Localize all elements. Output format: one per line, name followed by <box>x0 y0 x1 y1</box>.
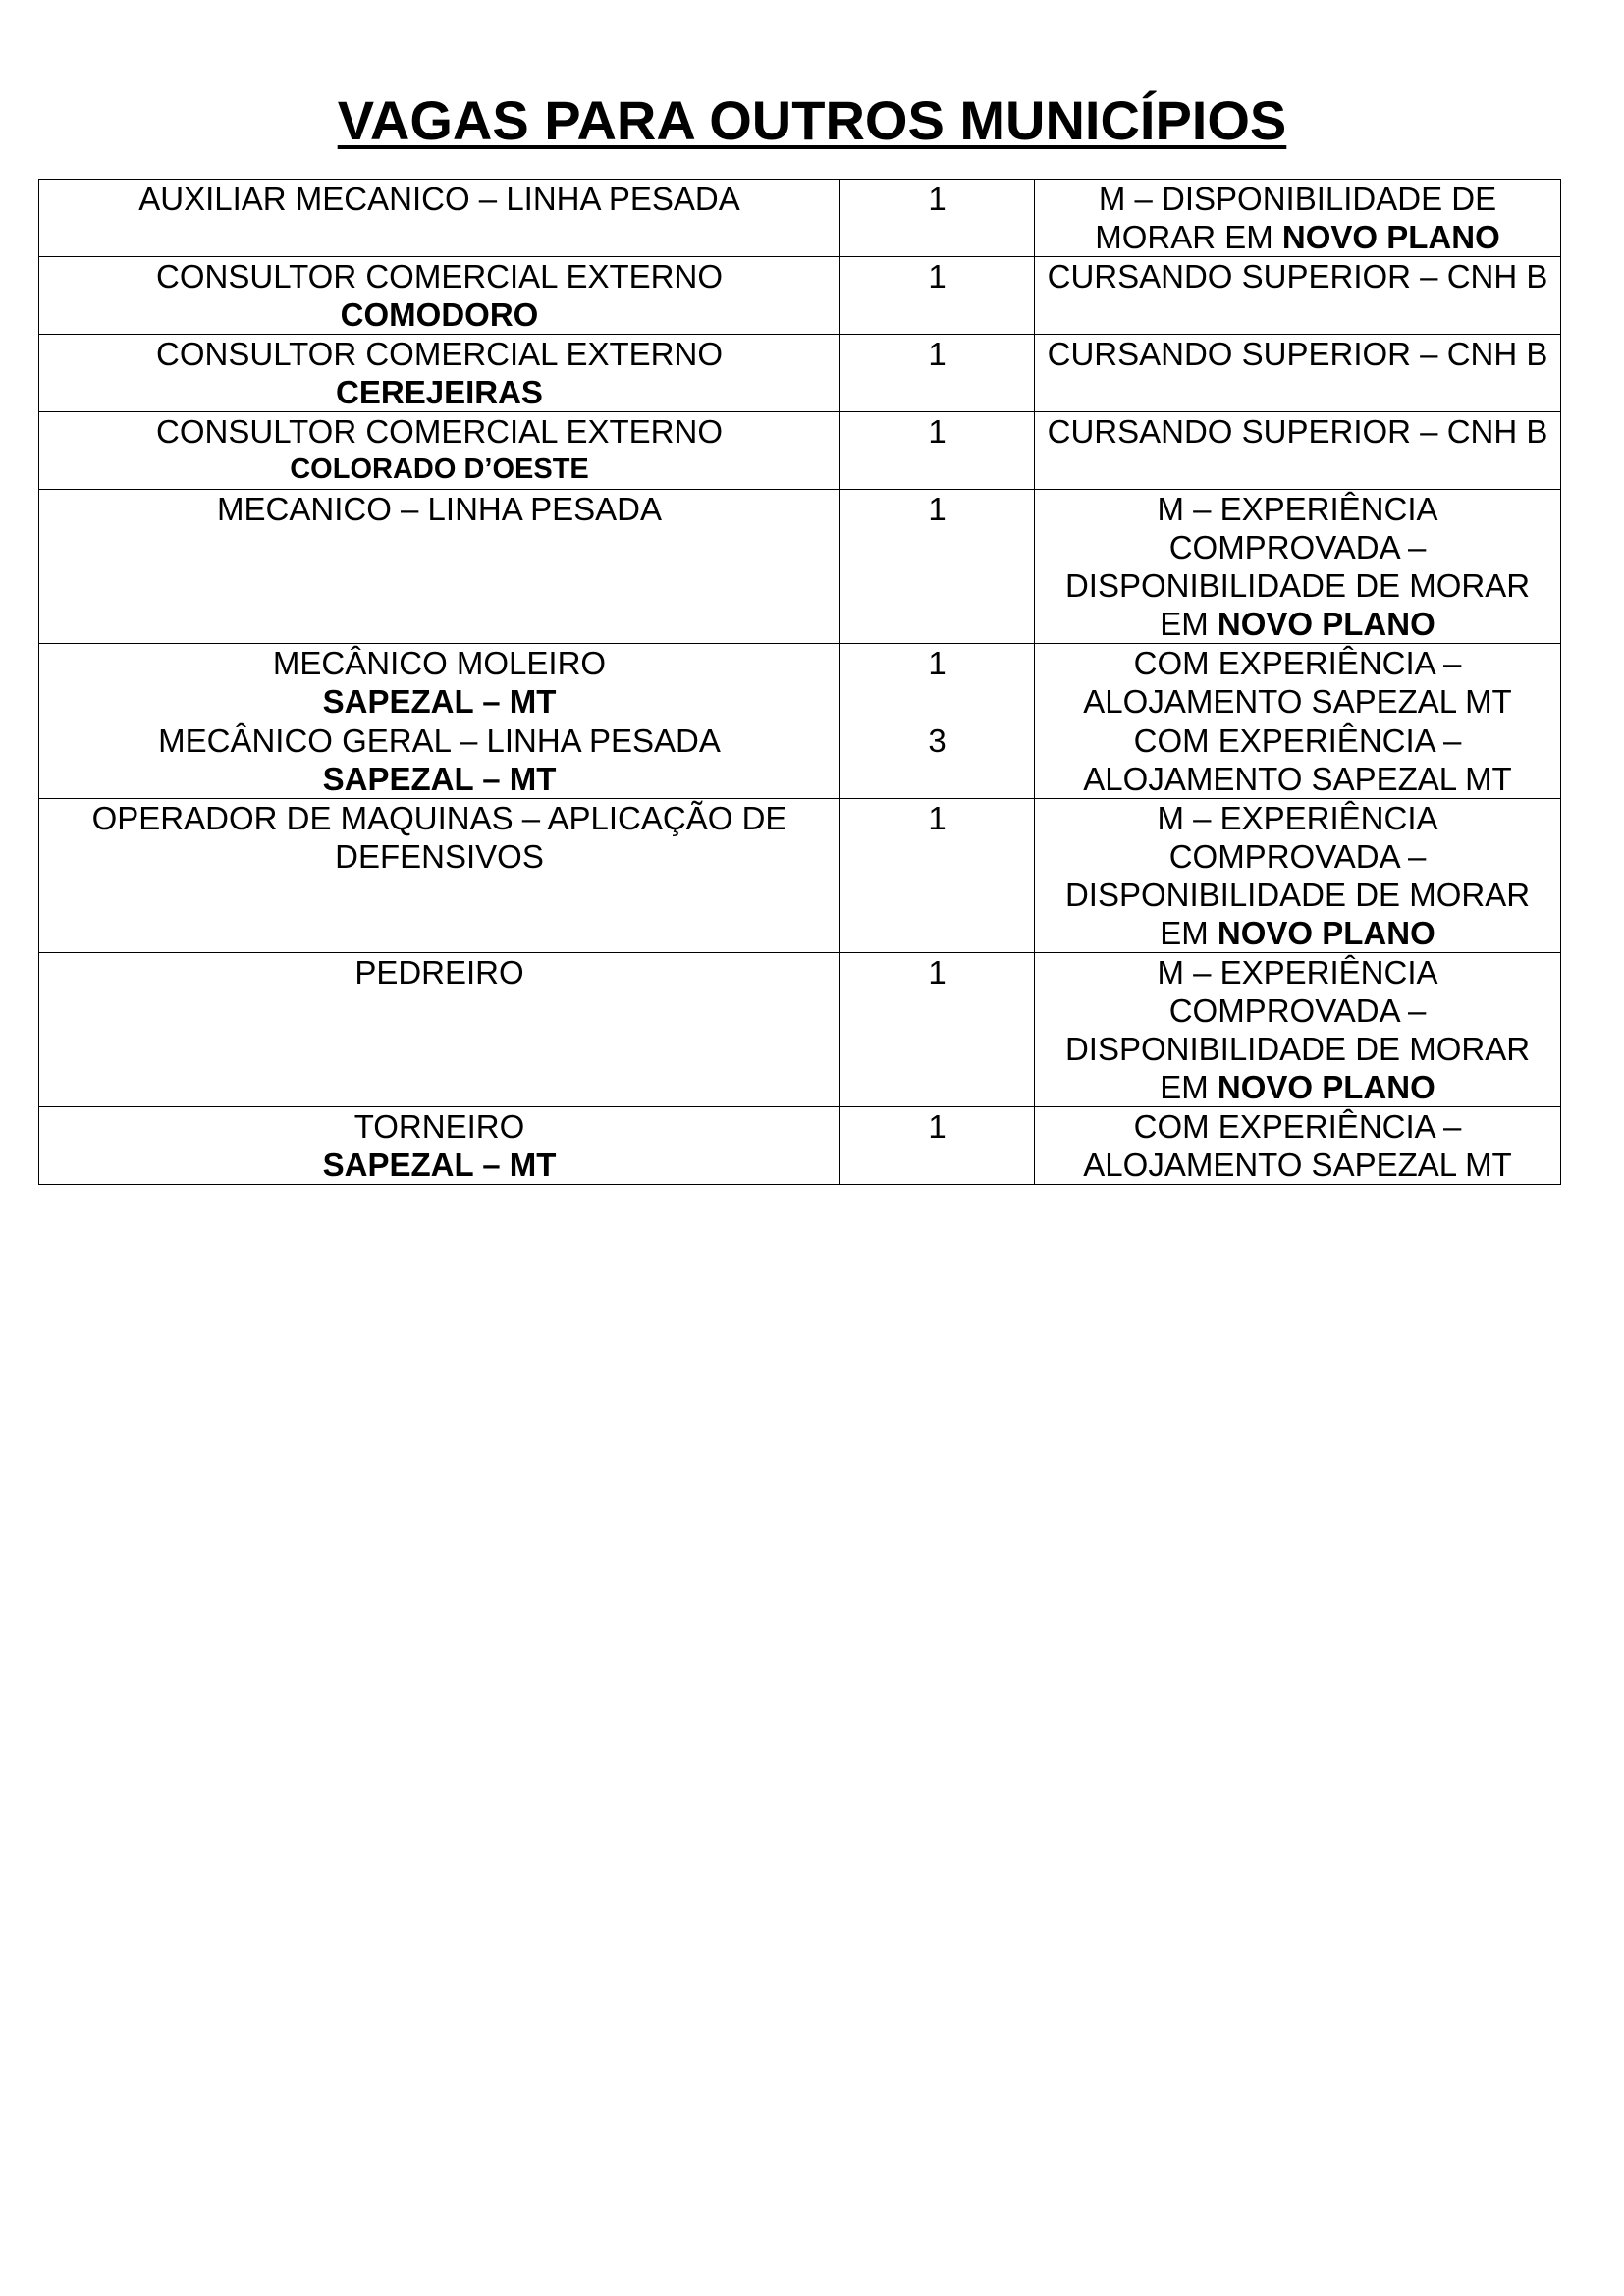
job-role: MECÂNICO MOLEIRO <box>272 645 607 681</box>
job-role: MECANICO – LINHA PESADA <box>217 491 662 527</box>
job-requirements-cell <box>1035 721 1561 799</box>
job-location: SAPEZAL – MT <box>322 683 557 720</box>
job-quantity: 1 <box>840 412 1035 490</box>
job-role-cell <box>39 180 840 257</box>
job-role-cell <box>39 1107 840 1185</box>
job-quantity: 1 <box>840 180 1035 257</box>
job-role: TORNEIRO <box>353 1108 525 1145</box>
page-title: VAGAS PARA OUTROS MUNICÍPIOS <box>337 89 1287 151</box>
job-requirements: M – DISPONIBILIDADE DE MORAR EM <box>1095 181 1497 255</box>
table-row <box>39 953 1561 1107</box>
job-role: PEDREIRO <box>354 954 524 990</box>
job-role-cell <box>39 412 840 490</box>
job-role: MECÂNICO GERAL – LINHA PESADA <box>158 722 721 759</box>
job-requirements: COM EXPERIÊNCIA – ALOJAMENTO SAPEZAL MT <box>1083 645 1512 720</box>
table-row <box>39 412 1561 490</box>
table-row <box>39 644 1561 721</box>
table-row <box>39 721 1561 799</box>
job-requirements-cell <box>1035 799 1561 953</box>
table-row <box>39 257 1561 335</box>
job-role: CONSULTOR COMERCIAL EXTERNO <box>156 336 723 372</box>
job-requirements-cell <box>1035 180 1561 257</box>
table-row <box>39 1107 1561 1185</box>
job-location: SAPEZAL – MT <box>322 761 557 797</box>
table-row <box>39 490 1561 644</box>
job-role-cell <box>39 799 840 953</box>
job-requirements: M – EXPERIÊNCIA COMPROVADA – DISPONIBILIDADE DE MORAR EM <box>1064 954 1531 1105</box>
job-requirements-cell <box>1035 1107 1561 1185</box>
job-role: OPERADOR DE MAQUINAS – APLICAÇÃO DE DEFENSIVOS <box>91 800 787 875</box>
job-role: AUXILIAR MECANICO – LINHA PESADA <box>138 181 740 217</box>
job-role-cell <box>39 953 840 1107</box>
job-requirements-highlight: NOVO PLANO <box>1217 606 1435 642</box>
job-quantity: 1 <box>840 490 1035 644</box>
job-role-cell <box>39 490 840 644</box>
job-requirements-cell <box>1035 335 1561 412</box>
job-requirements-highlight: NOVO PLANO <box>1217 915 1435 951</box>
job-role-cell <box>39 257 840 335</box>
job-requirements-cell <box>1035 490 1561 644</box>
job-role: CONSULTOR COMERCIAL EXTERNO <box>156 258 723 294</box>
job-role: CONSULTOR COMERCIAL EXTERNO <box>156 413 723 450</box>
job-requirements-highlight: NOVO PLANO <box>1217 1069 1435 1105</box>
job-requirements-cell <box>1035 257 1561 335</box>
job-requirements: M – EXPERIÊNCIA COMPROVADA – DISPONIBILIDADE DE MORAR EM <box>1064 491 1531 642</box>
job-requirements: CURSANDO SUPERIOR – CNH B <box>1047 258 1548 294</box>
job-requirements-cell <box>1035 412 1561 490</box>
job-requirements-cell <box>1035 644 1561 721</box>
job-requirements: M – EXPERIÊNCIA COMPROVADA – DISPONIBILIDADE DE MORAR EM <box>1064 800 1531 951</box>
job-quantity: 1 <box>840 335 1035 412</box>
job-requirements: COM EXPERIÊNCIA – ALOJAMENTO SAPEZAL MT <box>1083 1108 1512 1183</box>
table-row <box>39 335 1561 412</box>
job-quantity: 1 <box>840 1107 1035 1185</box>
table-row <box>39 180 1561 257</box>
job-openings-table <box>38 179 1561 1185</box>
job-role-cell <box>39 335 840 412</box>
job-location: COMODORO <box>340 296 539 333</box>
job-role-cell <box>39 721 840 799</box>
job-location: COLORADO D’OESTE <box>290 454 589 485</box>
job-location: CEREJEIRAS <box>336 374 543 410</box>
job-quantity: 1 <box>840 799 1035 953</box>
job-requirements: CURSANDO SUPERIOR – CNH B <box>1047 336 1548 372</box>
job-requirements: CURSANDO SUPERIOR – CNH B <box>1047 413 1548 450</box>
job-role-cell <box>39 644 840 721</box>
job-quantity: 3 <box>840 721 1035 799</box>
job-quantity: 1 <box>840 644 1035 721</box>
job-location: SAPEZAL – MT <box>322 1147 557 1183</box>
job-requirements-highlight: NOVO PLANO <box>1281 219 1500 255</box>
job-requirements-cell <box>1035 953 1561 1107</box>
table-row <box>39 799 1561 953</box>
job-quantity: 1 <box>840 257 1035 335</box>
job-requirements: COM EXPERIÊNCIA – ALOJAMENTO SAPEZAL MT <box>1083 722 1512 797</box>
job-quantity: 1 <box>840 953 1035 1107</box>
